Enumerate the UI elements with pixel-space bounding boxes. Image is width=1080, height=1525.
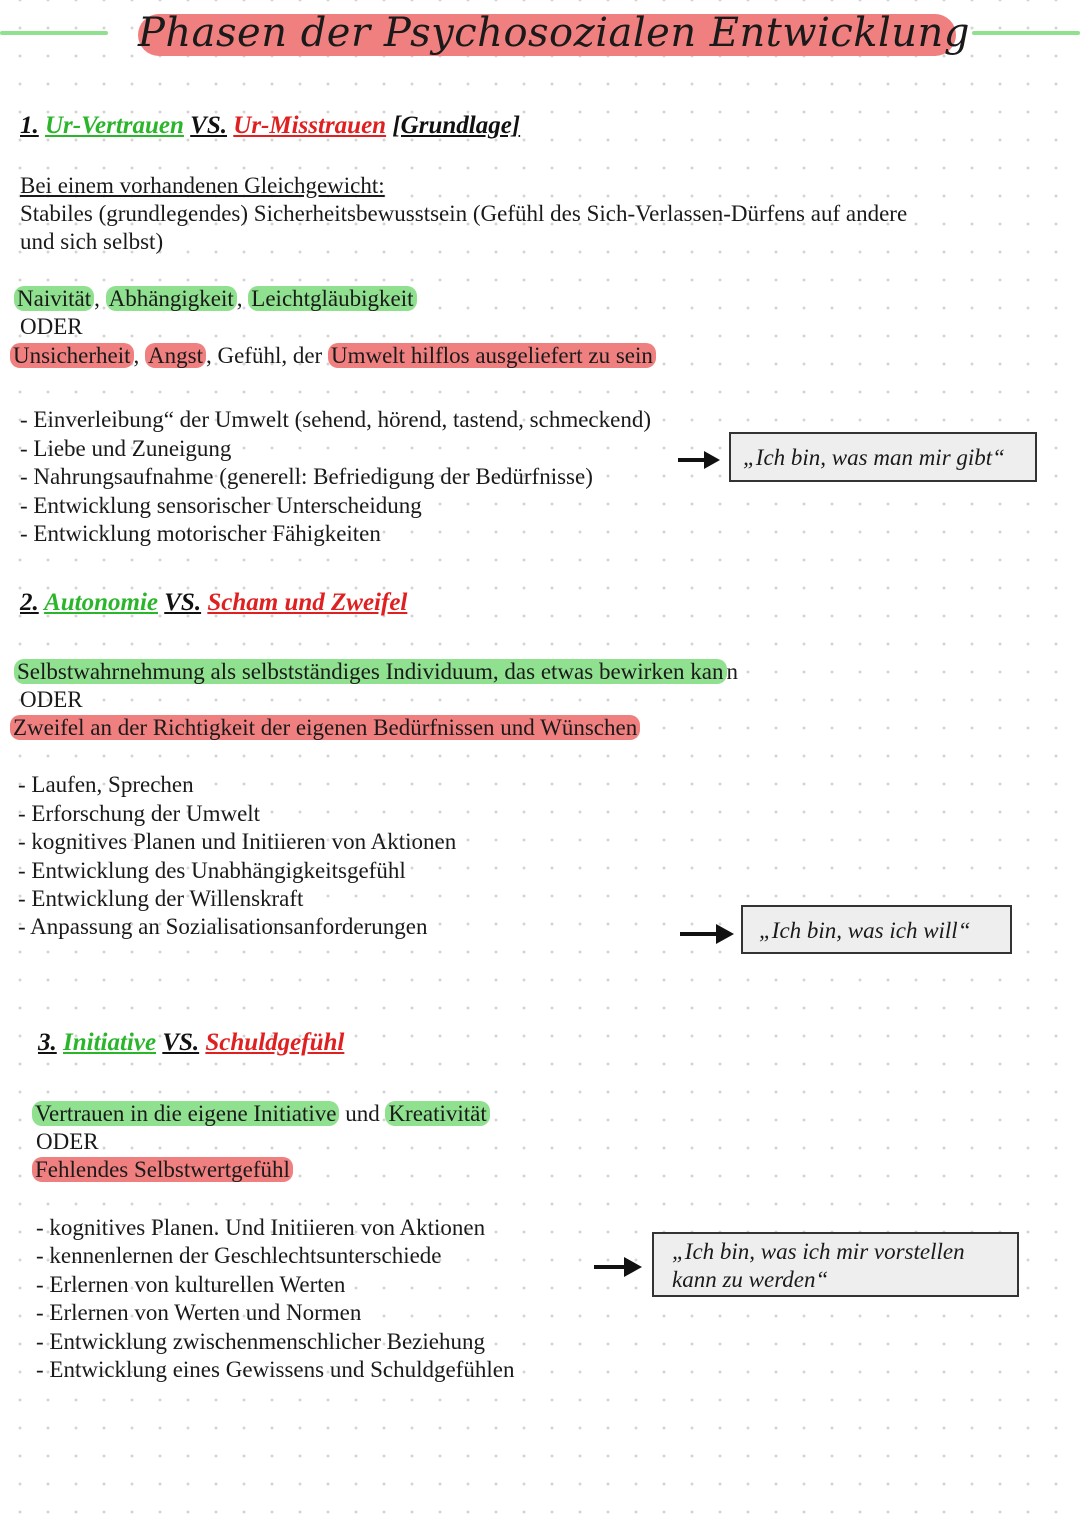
phase3-quote-line-2: kann zu werden“: [672, 1267, 829, 1292]
list-item: - Liebe und Zuneigung: [20, 436, 232, 461]
phase3-oder: ODER: [36, 1129, 99, 1154]
phase3-green-2: Kreativität: [385, 1101, 489, 1126]
phase1-note: [Grundlage]: [392, 112, 521, 139]
phase1-quote: „Ich bin, was man mir gibt“: [743, 445, 1005, 470]
list-item: - Erforschung der Umwelt: [18, 801, 261, 826]
phase1-negative: Ur-Misstrauen: [233, 112, 387, 139]
phase1-positive: Ur-Vertrauen: [45, 112, 184, 139]
phase1-red-line: Unsicherheit , Angst , Gefühl, der Umwelt hilflos ausgeliefert zu sein: [10, 342, 656, 370]
phase2-negative: Scham und Zweifel: [207, 589, 408, 616]
arrow-right-icon: [594, 1256, 642, 1278]
page-title-highlight: [138, 10, 970, 56]
phase3-green-1: Vertrauen in die eigene Initiative: [32, 1101, 339, 1126]
phase2-oder: ODER: [20, 687, 83, 712]
phase3-heading: 3. Initiative VS. Schuldgefühl: [38, 1029, 345, 1056]
phase1-green-1: Naivität: [14, 286, 94, 311]
title-line-left: [0, 31, 108, 35]
phase2-quote: „Ich bin, was ich will“: [759, 918, 971, 943]
list-item: - Entwicklung zwischenmenschlicher Beziehung: [36, 1329, 485, 1354]
phase1-balance-text-2: und sich selbst): [20, 229, 164, 254]
list-item: - Einverleibung“ der Umwelt (sehend, hörend, tastend, schmeckend): [20, 407, 652, 432]
phase1-green-line: Naivität , Abhängigkeit , Leichtgläubigkeit: [14, 285, 417, 313]
phase1-quote-box: [729, 432, 1037, 482]
list-item: - Entwicklung eines Gewissens und Schuldgefühlen: [36, 1357, 515, 1382]
list-item: - Erlernen von kulturellen Werten: [36, 1272, 346, 1297]
phase3-vs: VS.: [162, 1029, 200, 1056]
phase1-red-3: Umwelt hilflos ausgeliefert zu sein: [328, 343, 656, 368]
list-item: - Entwicklung der Willenskraft: [18, 886, 304, 911]
title-line-right: [972, 31, 1080, 35]
list-item: - Laufen, Sprechen: [18, 772, 194, 797]
phase2-vs: VS.: [164, 589, 202, 616]
phase1-green-2: Abhängigkeit: [106, 286, 237, 311]
phase2-red-line: Zweifel an der Richtigkeit der eigenen Bedürfnissen und Wünschen: [10, 714, 640, 742]
list-item: - Nahrungsaufnahme (generell: Befriedigung der Bedürfnisse): [20, 464, 593, 489]
list-item: - Entwicklung sensorischer Unterscheidung: [20, 493, 422, 518]
list-item: - Entwicklung motorischer Fähigkeiten: [20, 521, 381, 546]
list-item: - kognitives Planen und Initiieren von Aktionen: [18, 829, 457, 854]
phase1-oder: ODER: [20, 314, 83, 339]
arrow-right-icon: [680, 923, 734, 945]
phase3-green-line: Vertrauen in die eigene Initiative und Kreativität: [32, 1100, 490, 1128]
phase1-vs: VS.: [190, 112, 228, 139]
page-title: Phasen der Psychosozialen Entwicklung: [138, 10, 970, 56]
phase2-quote-box: [741, 905, 1012, 954]
phase1-red-1: Unsicherheit: [10, 343, 134, 368]
phase1-heading: 1. Ur-Vertrauen VS. Ur-Misstrauen [Grundlage]: [20, 112, 521, 139]
phase3-quote-line-1: „Ich bin, was ich mir vorstellen: [672, 1239, 965, 1264]
phase2-heading: 2. Autonomie VS. Scham und Zweifel: [20, 589, 408, 616]
list-item: - Entwicklung des Unabhängigkeitsgefühl: [18, 858, 406, 883]
phase3-negative: Schuldgefühl: [205, 1029, 345, 1056]
phase3-red-line: Fehlendes Selbstwertgefühl: [32, 1156, 293, 1184]
phase3-positive: Initiative: [63, 1029, 157, 1056]
arrow-right-icon: [678, 450, 720, 470]
phase2-green-line: Selbstwahrnehmung als selbstständiges Individuum, das etwas bewirken kan n: [14, 658, 738, 686]
list-item: - Erlernen von Werten und Normen: [36, 1300, 362, 1325]
phase1-balance-heading: Bei einem vorhandenen Gleichgewicht:: [20, 173, 385, 198]
phase3-quote-box: [652, 1232, 1019, 1297]
phase1-balance-text-1: Stabiles (grundlegendes) Sicherheitsbewusstsein (Gefühl des Sich-Verlassen-Dürfens auf andere: [20, 201, 908, 226]
list-item: - kognitives Planen. Und Initiieren von Aktionen: [36, 1215, 486, 1240]
list-item: - Anpassung an Sozialisationsanforderungen: [18, 914, 428, 939]
phase1-green-3: Leichtgläubigkeit: [248, 286, 416, 311]
list-item: - kennenlernen der Geschlechtsunterschiede: [36, 1243, 442, 1268]
phase1-red-2: Angst: [145, 343, 206, 368]
phase2-positive: Autonomie: [44, 589, 158, 616]
